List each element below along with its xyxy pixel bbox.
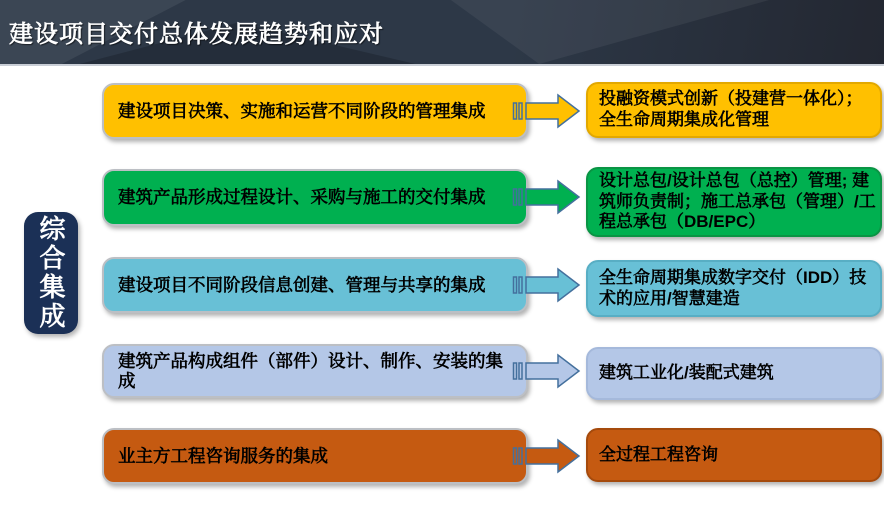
trend-box-label: 建设项目决策、实施和运营不同阶段的管理集成	[118, 100, 486, 121]
trend-box-label: 建筑产品形成过程设计、采购与施工的交付集成	[118, 187, 486, 208]
trend-box-information-integration	[102, 257, 528, 313]
side-vertical-label-text: 综合集成	[36, 215, 66, 331]
flow-arrow-icon	[512, 93, 582, 129]
trend-box-delivery-integration	[102, 169, 528, 226]
trend-box-consulting-integration	[102, 428, 528, 484]
trend-box-component-integration	[102, 344, 528, 398]
slide-header-bar	[0, 0, 884, 66]
page-title: 建设项目交付总体发展趋势和应对	[9, 20, 384, 48]
trend-box-management-integration	[102, 83, 528, 139]
response-box-digital-delivery	[586, 260, 882, 317]
flow-arrow-icon	[512, 179, 582, 215]
response-box-label: 全生命周期集成数字交付（IDD）技术的应用/智慧建造	[599, 267, 867, 308]
flow-arrow-icon	[512, 267, 582, 303]
trend-box-label: 业主方工程咨询服务的集成	[118, 445, 328, 466]
side-vertical-label	[24, 212, 78, 334]
response-box-label: 投融资模式创新（投建营一体化）；全生命周期集成化管理	[599, 89, 863, 129]
response-box-general-contracting	[586, 167, 882, 237]
response-box-label: 建筑工业化/装配式建筑	[599, 363, 774, 383]
response-box-whole-process-consulting	[586, 428, 882, 482]
response-box-investment-innovation	[586, 82, 882, 138]
flow-arrow-icon	[512, 353, 582, 389]
flow-arrow-icon	[512, 438, 582, 474]
response-box-prefabricated-building	[586, 347, 882, 400]
trend-box-label: 建设项目不同阶段信息创建、管理与共享的集成	[118, 274, 486, 295]
trend-box-label: 建筑产品构成组件（部件）设计、制作、安装的集成	[118, 350, 503, 391]
response-box-label: 设计总包/设计总包（总控）管理; 建筑师负责制；施工总承包（管理）/工程总承包（DB/EPC）	[599, 170, 876, 232]
response-box-label: 全过程工程咨询	[599, 444, 718, 464]
